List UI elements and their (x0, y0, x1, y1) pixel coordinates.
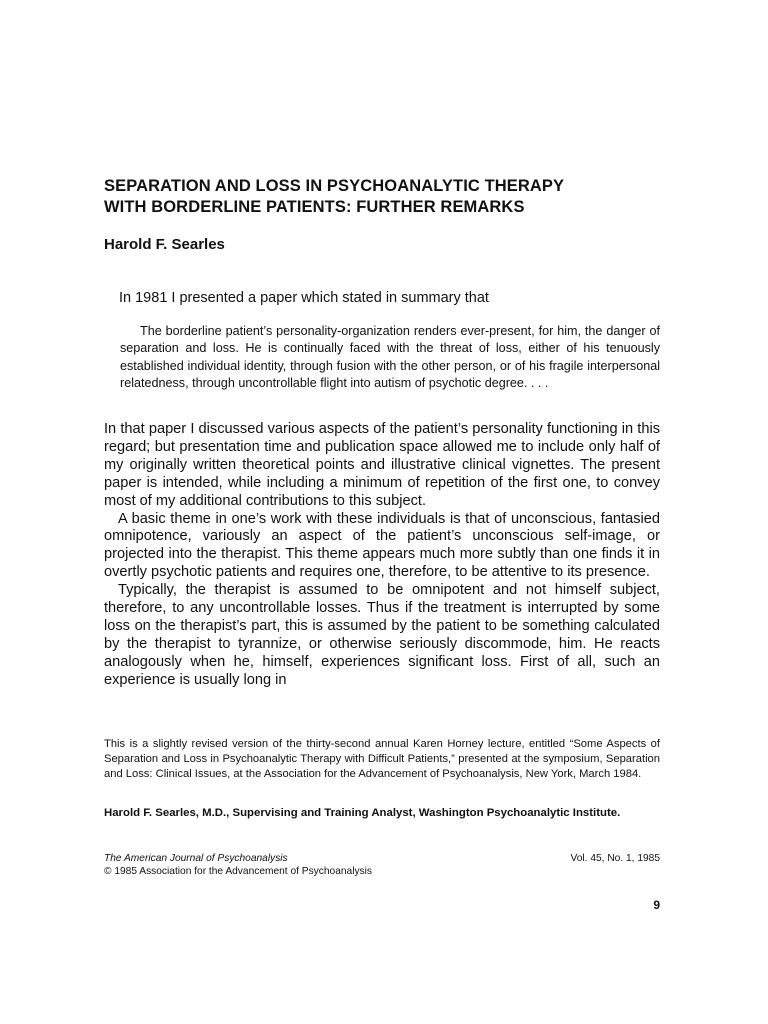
author-name: Harold F. Searles (104, 236, 225, 253)
body-paragraph-1: In that paper I discussed various aspects of the patient’s personality functioning in this regard; but presentation time and publication space allowed me to include only half of my originally written theoretical points and illustrative clinical vignettes. The present paper is intended, while including a minimum of repetition of the first one, to convey most of my additional contributions to this subject. (104, 421, 660, 509)
footnote: This is a slightly revised version of the thirty-second annual Karen Horney lecture, entitled “Some Aspects of Separation and Loss in Psychoanalytic Therapy with Difficult Patients,” presented at the symposium, Separation and Loss: Clinical Issues, at the Association for the Advancement of Psychoanalysis, New York, March 1984. (104, 738, 660, 780)
volume-info: Vol. 45, No. 1, 1985 (570, 853, 660, 864)
author-affiliation: Harold F. Searles, M.D., Supervising and Training Analyst, Washington Psychoanalytic Institute. (104, 807, 621, 819)
page-number: 9 (653, 898, 660, 912)
block-quote: The borderline patient’s personality-organization renders ever-present, for him, the danger of separation and loss. He is continually faced with the threat of loss, either of his tenuously established individual identity, through fusion with the other person, or of his fragile interpersonal relatedness, through uncontrollable flight into autism of psychotic degree. . . . (120, 324, 660, 391)
article-title (104, 176, 660, 218)
copyright-notice: © 1985 Association for the Advancement of Psychoanalysis (104, 866, 373, 877)
body-paragraph-3: Typically, the therapist is assumed to be omnipotent and not himself subject, therefore, to any uncontrollable losses. Thus if the treatment is interrupted by some loss on the therapist’s part, this is assumed by the patient to be something calculated by the therapist to tyrannize, or otherwise seriously discommode, him. He reacts analogously when he, himself, experiences significant loss. First of all, such an experience is usually long in (104, 582, 660, 688)
journal-name: The American Journal of Psychoanalysis (104, 853, 288, 864)
intro-sentence: In 1981 I presented a paper which stated in summary that (119, 290, 489, 306)
body-text (104, 421, 660, 690)
article-title-line-1: SEPARATION AND LOSS IN PSYCHOANALYTIC THERAPY (104, 177, 565, 195)
body-paragraph-2: A basic theme in one’s work with these individuals is that of unconscious, fantasied omnipotence, variously an aspect of the patient’s unconscious self-image, or projected into the therapist. This theme appears much more subtly than one finds it in overtly psychotic patients and requires one, therefore, to be attentive to its presence. (104, 510, 660, 581)
article-title-line-2: WITH BORDERLINE PATIENTS: FURTHER REMARKS (104, 198, 525, 216)
